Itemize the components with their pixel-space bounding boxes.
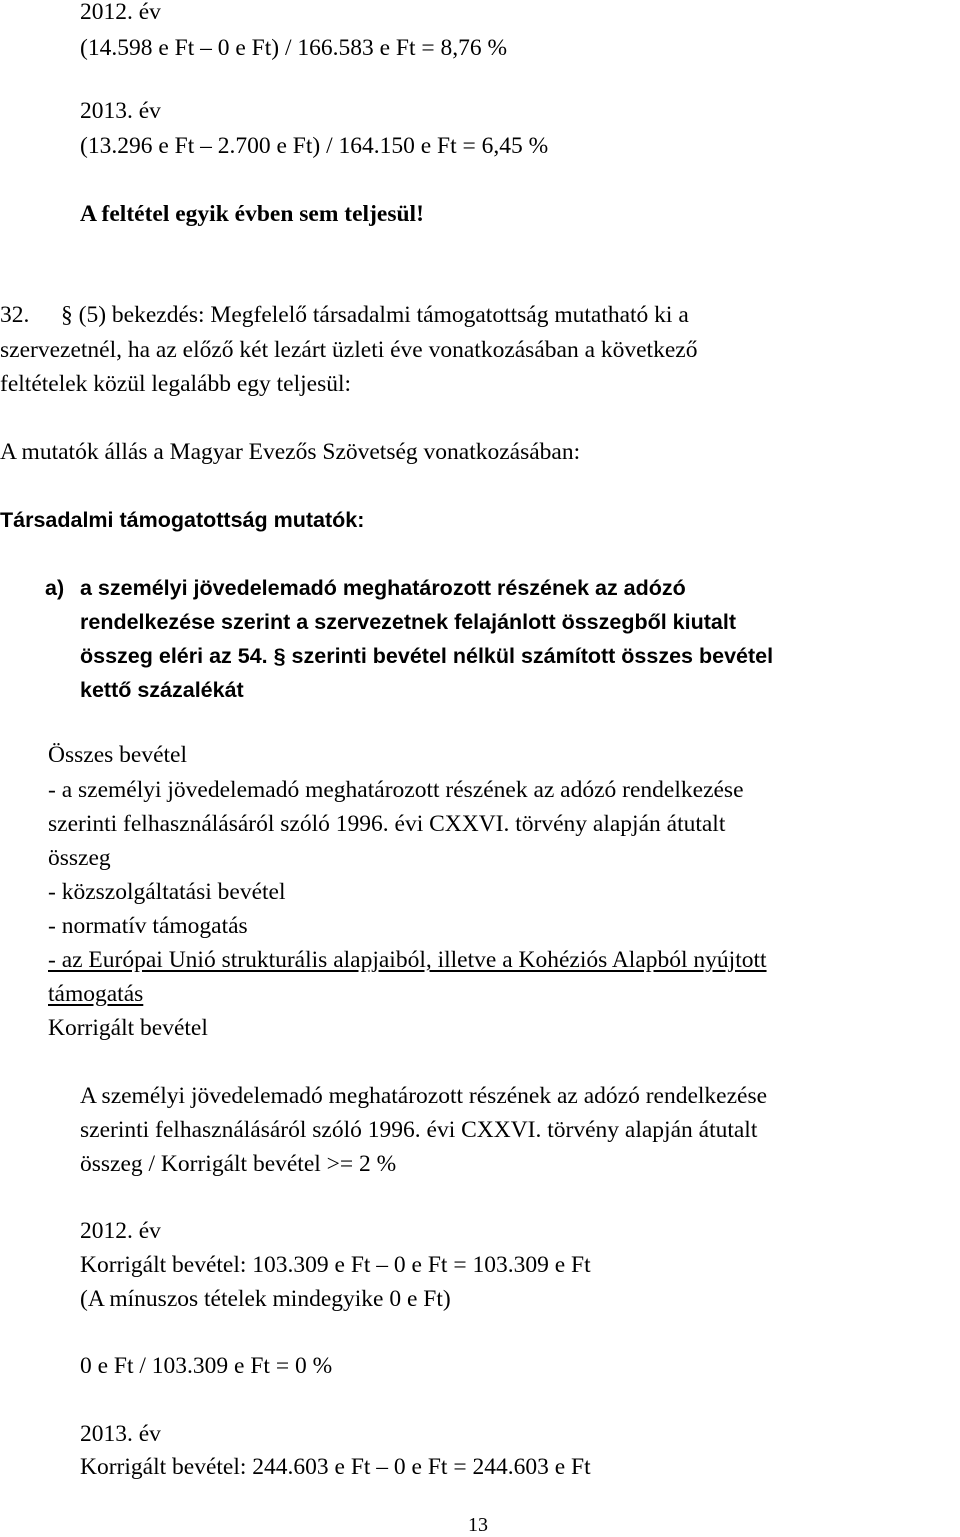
bottom-year-2013-corrected: Korrigált bevétel: 244.603 e Ft – 0 e Ft = 244.603 e Ft [80, 1454, 591, 1480]
item-a-line-3: összeg eléri az 54. § szerinti bevétel nélkül számított összes bevétel [80, 644, 774, 668]
formula-minus-1-line-2: szerinti felhasználásáról szóló 1996. évi CXXVI. törvény alapján átutalt [48, 811, 726, 837]
item-a-line-4: kettő százalékát [80, 678, 244, 702]
indicators-intro: A mutatók állás a Magyar Evezős Szövetség vonatkozásában: [0, 439, 581, 465]
section-number: 32. [0, 302, 30, 328]
formula-result: Korrigált bevétel [48, 1015, 208, 1041]
year-2012-label: 2012. év [80, 0, 161, 25]
formula-total: Összes bevétel [48, 742, 187, 768]
formula-minus-3: - normatív támogatás [48, 913, 248, 939]
bottom-year-2012-label: 2012. év [80, 1218, 161, 1244]
bottom-year-2012-note: (A mínuszos tételek mindegyike 0 e Ft) [80, 1286, 451, 1312]
section-line-3: feltételek közül legalább egy teljesül: [0, 371, 352, 397]
item-a-marker: a) [45, 576, 65, 600]
year-2013-formula: (13.296 e Ft – 2.700 e Ft) / 164.150 e Ft = 6,45 % [80, 133, 549, 159]
ratio-line-2: szerinti felhasználásáról szóló 1996. évi CXXVI. törvény alapján átutalt [80, 1117, 758, 1143]
section-line-2: szervezetnél, ha az előző két lezárt üzleti éve vonatkozásában a következő [0, 337, 698, 363]
ratio-line-3: összeg / Korrigált bevétel >= 2 % [80, 1151, 397, 1177]
conclusion-text: A feltétel egyik évben sem teljesül! [80, 201, 424, 227]
formula-minus-1-line-3: összeg [48, 845, 111, 871]
indicators-heading: Társadalmi támogatottság mutatók: [0, 508, 365, 532]
year-2013-label: 2013. év [80, 98, 161, 124]
section-line-1: § (5) bekezdés: Megfelelő társadalmi támogatottság mutatható ki a [61, 302, 689, 328]
formula-minus-2: - közszolgáltatási bevétel [48, 879, 286, 905]
bottom-year-2012-corrected: Korrigált bevétel: 103.309 e Ft – 0 e Ft = 103.309 e Ft [80, 1252, 591, 1278]
bottom-year-2012-ratio: 0 e Ft / 103.309 e Ft = 0 % [80, 1353, 333, 1379]
year-2012-formula: (14.598 e Ft – 0 e Ft) / 166.583 e Ft = 8,76 % [80, 35, 508, 61]
ratio-line-1: A személyi jövedelemadó meghatározott részének az adózó rendelkezése [80, 1083, 768, 1109]
formula-minus-4-line-1: - az Európai Unió strukturális alapjaiból, illetve a Kohéziós Alapból nyújtott [48, 947, 767, 973]
formula-minus-4-line-2: támogatás [48, 981, 144, 1007]
page-number: 13 [468, 1514, 488, 1536]
bottom-year-2013-label: 2013. év [80, 1421, 161, 1447]
item-a-line-1: a személyi jövedelemadó meghatározott részének az adózó [80, 576, 686, 600]
item-a-line-2: rendelkezése szerint a szervezetnek felajánlott összegből kiutalt [80, 610, 736, 634]
formula-minus-1-line-1: - a személyi jövedelemadó meghatározott részének az adózó rendelkezése [48, 777, 744, 803]
